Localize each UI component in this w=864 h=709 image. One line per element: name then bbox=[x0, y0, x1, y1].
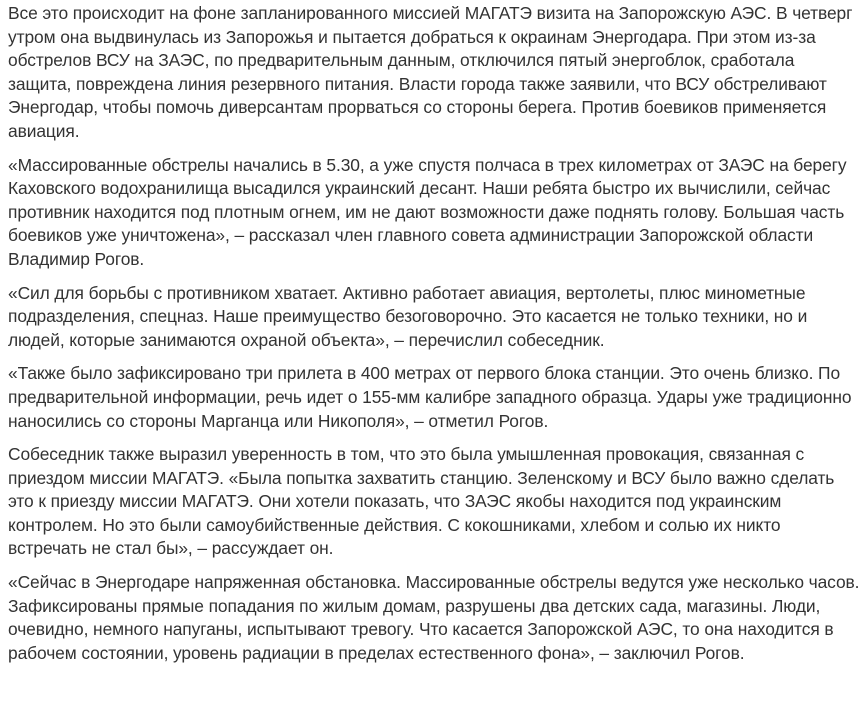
paragraph: Собеседник также выразил уверенность в том, что это была умышленная провокация, связанная с приездом миссии МАГАТЭ. «Была попытка захватить станцию. Зеленскому и ВСУ было важно сделать это к приезду миссии МАГАТЭ. Они хотели показать, что ЗАЭС якобы находится под украинским контролем. Но это были самоубийственные действия. С кокошниками, хлебом и солью их никто встречать не стал бы», – рассуждает он. bbox=[8, 444, 835, 559]
paragraph: Все это происходит на фоне запланированного миссией МАГАТЭ визита на Запорожскую АЭС. В четверг утром она выдвинулась из Запорожья и пытается добраться к окраинам Энергодара. При этом из-за обстрелов ВСУ на ЗАЭС, по предварительным данным, отключился пятый энергоблок, сработала защита, повреждена линия резервного питания. Власти города также заявили, что ВСУ обстреливают Энергодар, чтобы помочь диверсантам прорваться со стороны берега. Против боевиков применяется авиация. bbox=[8, 3, 853, 141]
paragraph: «Массированные обстрелы начались в 5.30, а уже спустя полчаса в трех километрах от ЗАЭС на берегу Каховского водохранилища высадился украинский десант. Наши ребята быстро их вычислили, сейчас противник находится под плотным огнем, им не дают возможности даже поднять голову. Большая часть боевиков уже уничтожена», – рассказал член главного совета администрации Запорожской области Владимир Рогов. bbox=[8, 154, 847, 269]
paragraph: «Сил для борьбы с противником хватает. Активно работает авиация, вертолеты, плюс минометные подразделения, спецназ. Наше преимущество безоговорочно. Это касается не только техники, но и людей, которые занимаются охраной объекта», – перечислил собеседник. bbox=[8, 282, 808, 350]
paragraph: «Сейчас в Энергодаре напряженная обстановка. Массированные обстрелы ведутся уже несколько часов. Зафиксированы прямые попадания по жилым домам, разрушены два детских сада, магазины. Люди, очевидно, немного напуганы, испытывают тревогу. Что касается Запорожской АЭС, то она находится в рабочем состоянии, уровень радиации в пределах естественного фона», – заключил Рогов. bbox=[8, 572, 860, 663]
paragraph: «Также было зафиксировано три прилета в 400 метрах от первого блока станции. Это очень близко. По предварительной информации, речь идет о 155-мм калибре западного образца. Удары уже традиционно наносились со стороны Марганца или Никополя», – отметил Рогов. bbox=[8, 363, 852, 431]
